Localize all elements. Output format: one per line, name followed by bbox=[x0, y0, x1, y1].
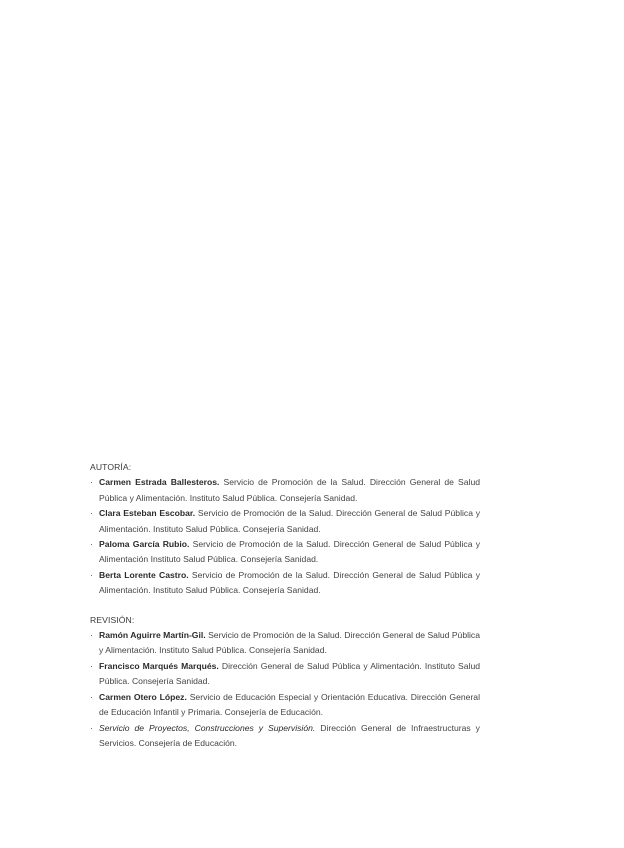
reviewer-affiliation: Dirección General de Salud Pública y Alimentación. Instituto Salud Pública. Consejería Sanidad. bbox=[99, 660, 480, 687]
list-item bbox=[90, 537, 480, 568]
author-name: Clara Esteban Escobar. bbox=[99, 508, 196, 519]
author-affiliation: Servicio de Promoción de la Salud. Dirección General de Salud Pública y Alimentación. Instituto Salud Pública. Consejería Sanidad. bbox=[99, 508, 480, 534]
list-item bbox=[90, 659, 480, 690]
author-affiliation: Servicio de Promoción de la Salud. Dirección General de Salud Pública y Alimentación. Instituto Salud Pública. Consejería Sanidad. bbox=[99, 477, 481, 503]
author-affiliation: Servicio de Promoción de la Salud. Dirección General de Salud Pública y Alimentación. Instituto Salud Pública. Consejería Sanidad. bbox=[99, 569, 480, 596]
author-affiliation: Servicio de Promoción de la Salud. Dirección General de Salud Pública y Alimentación Instituto Salud Pública. Consejería Sanidad. bbox=[99, 539, 480, 565]
reviewer-affiliation: Dirección General de Infraestructuras y Servicios. Consejería de Educación. bbox=[99, 722, 480, 748]
reviewer-affiliation: Servicio de Educación Especial y Orientación Educativa. Dirección General de Educación Infantil y Primaria. Consejería de Educación. bbox=[99, 691, 480, 718]
authorship-heading: AUTORÍA: bbox=[90, 462, 132, 472]
reviewer-name: Carmen Otero López. bbox=[99, 691, 187, 702]
reviewer-name: Servicio de Proyectos, Construcciones y Supervisión. bbox=[99, 722, 316, 733]
list-item bbox=[90, 475, 480, 506]
authorship-section bbox=[90, 460, 480, 599]
author-name: Paloma García Rubio. bbox=[99, 539, 190, 550]
list-item bbox=[90, 506, 480, 537]
authorship-list bbox=[90, 475, 480, 598]
author-name: Berta Lorente Castro. bbox=[99, 569, 189, 580]
reviewer-name: Francisco Marqués Marqués. bbox=[99, 660, 219, 671]
revision-heading: REVISIÓN: bbox=[90, 614, 135, 625]
list-item bbox=[90, 568, 480, 599]
revision-list bbox=[90, 628, 480, 751]
reviewer-affiliation: Servicio de Promoción de la Salud. Dirección General de Salud Pública y Alimentación. Instituto Salud Pública. Consejería Sanidad. bbox=[99, 630, 481, 656]
revision-section bbox=[90, 613, 480, 752]
list-item bbox=[90, 690, 480, 721]
list-item bbox=[90, 628, 480, 659]
reviewer-name: Ramón Aguirre Martín-Gil. bbox=[99, 630, 206, 641]
author-name: Carmen Estrada Ballesteros. bbox=[99, 477, 220, 488]
credits-block bbox=[90, 460, 480, 751]
list-item bbox=[90, 721, 480, 752]
